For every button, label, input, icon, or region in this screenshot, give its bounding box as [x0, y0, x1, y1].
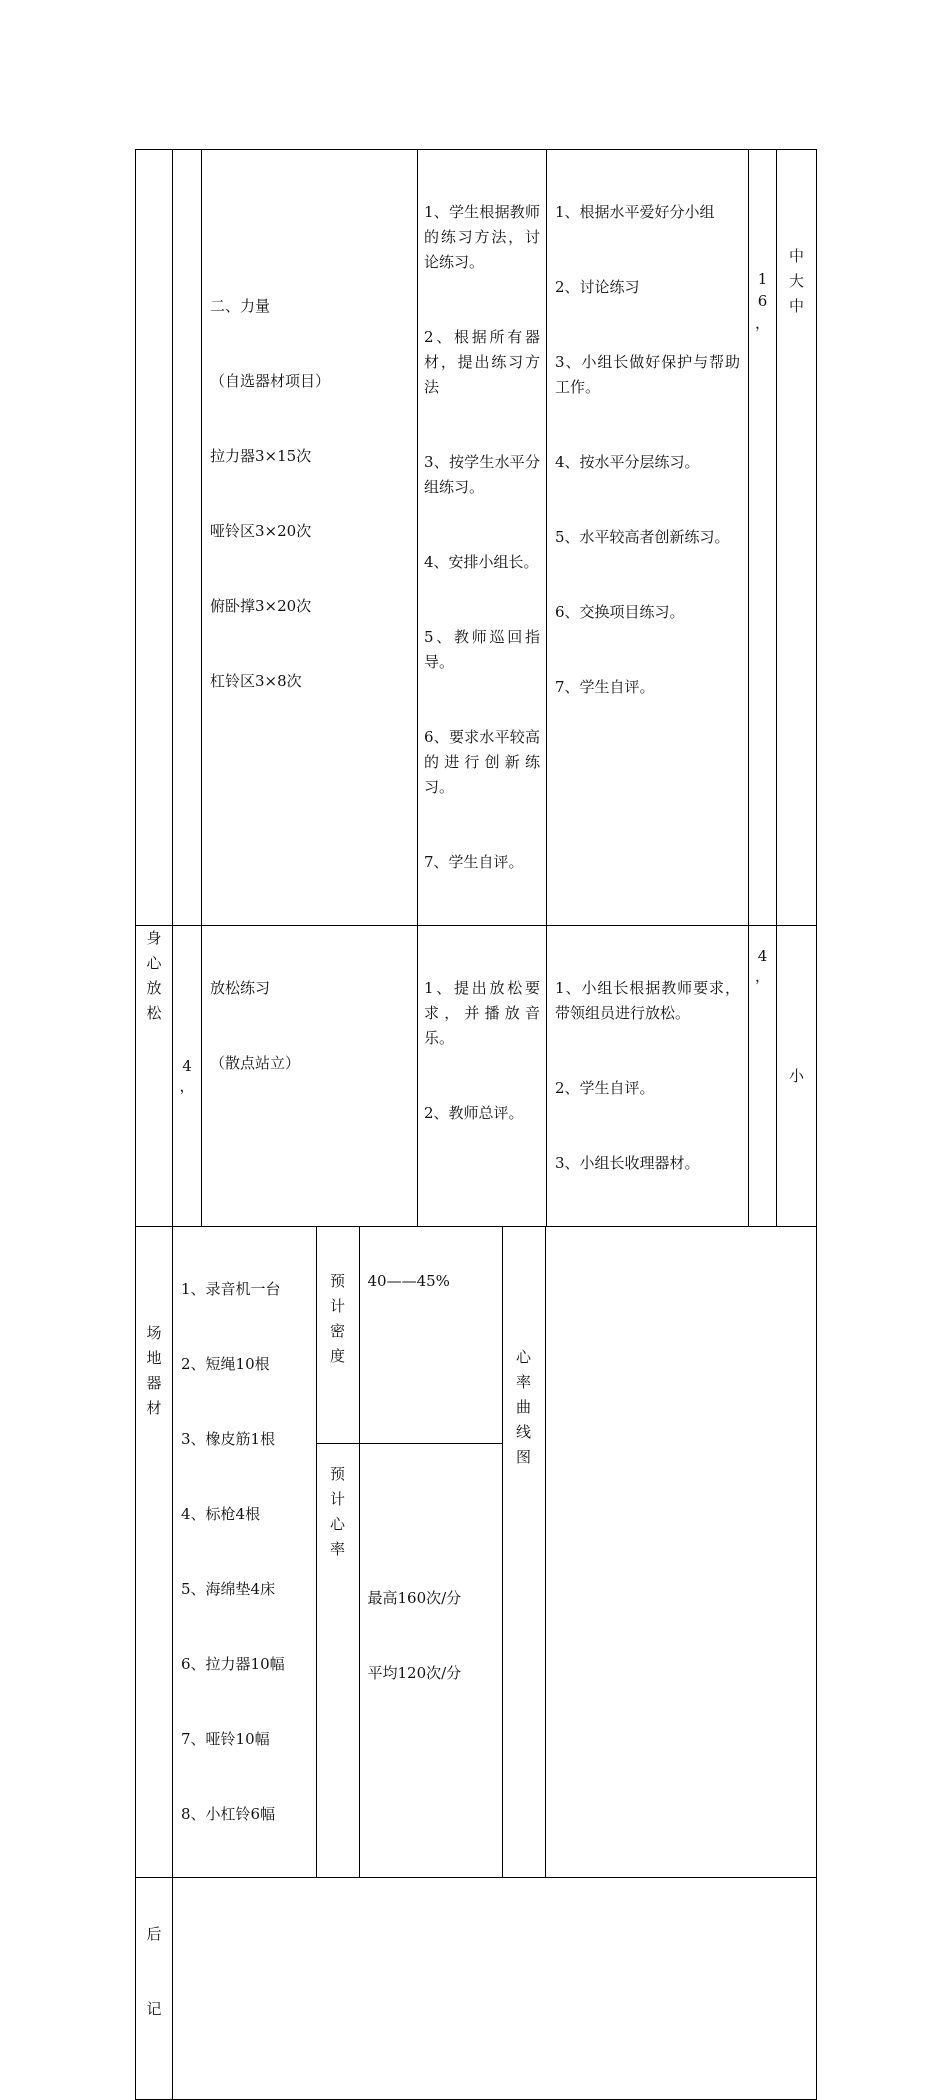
heart-rate-curve-area [545, 1227, 817, 1877]
strength-row [136, 150, 817, 926]
section-label-cell [136, 1227, 173, 1878]
equipment-item: 2、短绳10根 [181, 1355, 270, 1373]
equipment-detail-cell [173, 1227, 817, 1878]
equipment-item: 5、海绵垫4床 [181, 1580, 276, 1598]
student-line: 2、讨论练习 [555, 278, 640, 296]
strength-time [173, 150, 201, 154]
content-line: （散点站立） [210, 1054, 301, 1072]
strength-intensity: 中 大 中 [788, 247, 804, 315]
student-line: 3、小组长做好保护与帮助工作。 [555, 353, 740, 396]
relax-time: 4 ， [179, 1057, 195, 1095]
strength-duration: 1 6 ， [754, 270, 770, 332]
student-line: 1、根据水平爱好分小组 [555, 203, 715, 221]
time-cell [173, 150, 202, 926]
teacher-line: 5、教师巡回指导。 [424, 628, 540, 671]
relax-student-activity [547, 926, 748, 1226]
teacher-activity-cell [418, 926, 547, 1227]
heart-value-cell [359, 1443, 502, 1877]
section-label-cell [136, 926, 173, 1227]
density-label-cell [316, 1227, 359, 1443]
strength-teacher-activity [418, 150, 546, 925]
heart-avg: 平均120次/分 [367, 1663, 462, 1682]
equipment-list [173, 1227, 316, 1877]
student-line: 4、按水平分层练习。 [555, 453, 700, 471]
postscript-row [136, 1878, 817, 2100]
strength-student-activity [547, 150, 748, 750]
relax-duration: 4 ， [754, 947, 770, 985]
lesson-plan-table [135, 149, 817, 2100]
student-line: 2、学生自评。 [555, 1079, 655, 1097]
content-line: 俯卧撑3×20次 [210, 597, 312, 615]
relax-intensity: 小 [788, 1066, 804, 1085]
strength-content [202, 150, 417, 746]
content-line: 哑铃区3×20次 [210, 522, 312, 540]
teacher-line: 1、学生根据教师的练习方法，讨论练习。 [424, 203, 540, 271]
density-value-cell [359, 1227, 502, 1443]
equipment-item: 6、拉力器10幅 [181, 1655, 285, 1673]
postscript-label-bottom: 记 [146, 2000, 162, 2018]
density-label: 预 计 密 度 [329, 1272, 345, 1365]
duration-cell [749, 926, 777, 1227]
curve-label: 心 率 曲 线 图 [515, 1348, 531, 1466]
teacher-line: 4、安排小组长。 [424, 553, 539, 571]
equipment-item: 7、哑铃10幅 [181, 1730, 270, 1748]
student-line: 7、学生自评。 [555, 678, 655, 696]
equipment-item: 8、小杠铃6幅 [181, 1805, 276, 1823]
student-line: 3、小组长收理器材。 [555, 1154, 700, 1172]
relax-section-label: 身 心 放 松 [146, 929, 162, 1022]
student-activity-cell [547, 926, 749, 1227]
student-line: 5、水平较高者创新练习。 [555, 528, 730, 546]
relax-teacher-activity [418, 926, 546, 1176]
teacher-activity-cell [418, 150, 547, 926]
postscript-content-cell[interactable] [173, 1878, 817, 2100]
content-line: 拉力器3×15次 [210, 447, 312, 465]
heart-label: 预 计 心 率 [329, 1464, 345, 1558]
heart-values [360, 1444, 502, 1736]
content-line: 放松练习 [210, 979, 271, 997]
content-line: （自选器材项目） [210, 372, 331, 390]
postscript-label-cell [136, 1878, 173, 2100]
section-label-cell [136, 150, 173, 926]
equipment-list-cell [173, 1227, 316, 1877]
strength-section-label [136, 150, 172, 154]
content-cell [202, 926, 418, 1227]
heart-max: 最高160次/分 [367, 1588, 462, 1607]
relax-row [136, 926, 817, 1227]
equipment-section-label: 场 地 器 材 [146, 1324, 162, 1417]
postscript-label-top: 后 [146, 1925, 162, 1943]
equipment-item: 4、标枪4根 [181, 1505, 261, 1523]
teacher-line: 3、按学生水平分组练习。 [424, 453, 540, 496]
student-line: 6、交换项目练习。 [555, 603, 685, 621]
teacher-line: 2、根据所有器材，提出练习方法 [424, 328, 540, 396]
content-cell [202, 150, 418, 926]
teacher-line: 6、要求水平较高的进行创新练习。 [424, 728, 540, 796]
equipment-inner-table [173, 1227, 817, 1877]
student-activity-cell [547, 150, 749, 926]
heart-label-cell [316, 1443, 359, 1877]
curve-label-cell [502, 1227, 545, 1877]
density-value: 40——45% [367, 1272, 450, 1290]
relax-content [202, 926, 417, 1126]
intensity-cell [777, 150, 817, 926]
teacher-line: 2、教师总评。 [424, 1104, 524, 1122]
student-line: 1、小组长根据教师要求，带领组员进行放松。 [555, 979, 740, 1022]
equipment-item: 3、橡皮筋1根 [181, 1430, 276, 1448]
teacher-line: 1、提出放松要求，并播放音乐。 [424, 979, 540, 1047]
content-line: 杠铃区3×8次 [210, 672, 302, 690]
teacher-line: 7、学生自评。 [424, 853, 524, 871]
intensity-cell [777, 926, 817, 1227]
duration-cell [749, 150, 777, 926]
equipment-item: 1、录音机一台 [181, 1280, 281, 1298]
content-line: 二、力量 [210, 297, 271, 315]
time-cell [173, 926, 202, 1227]
equipment-row [136, 1227, 817, 1878]
